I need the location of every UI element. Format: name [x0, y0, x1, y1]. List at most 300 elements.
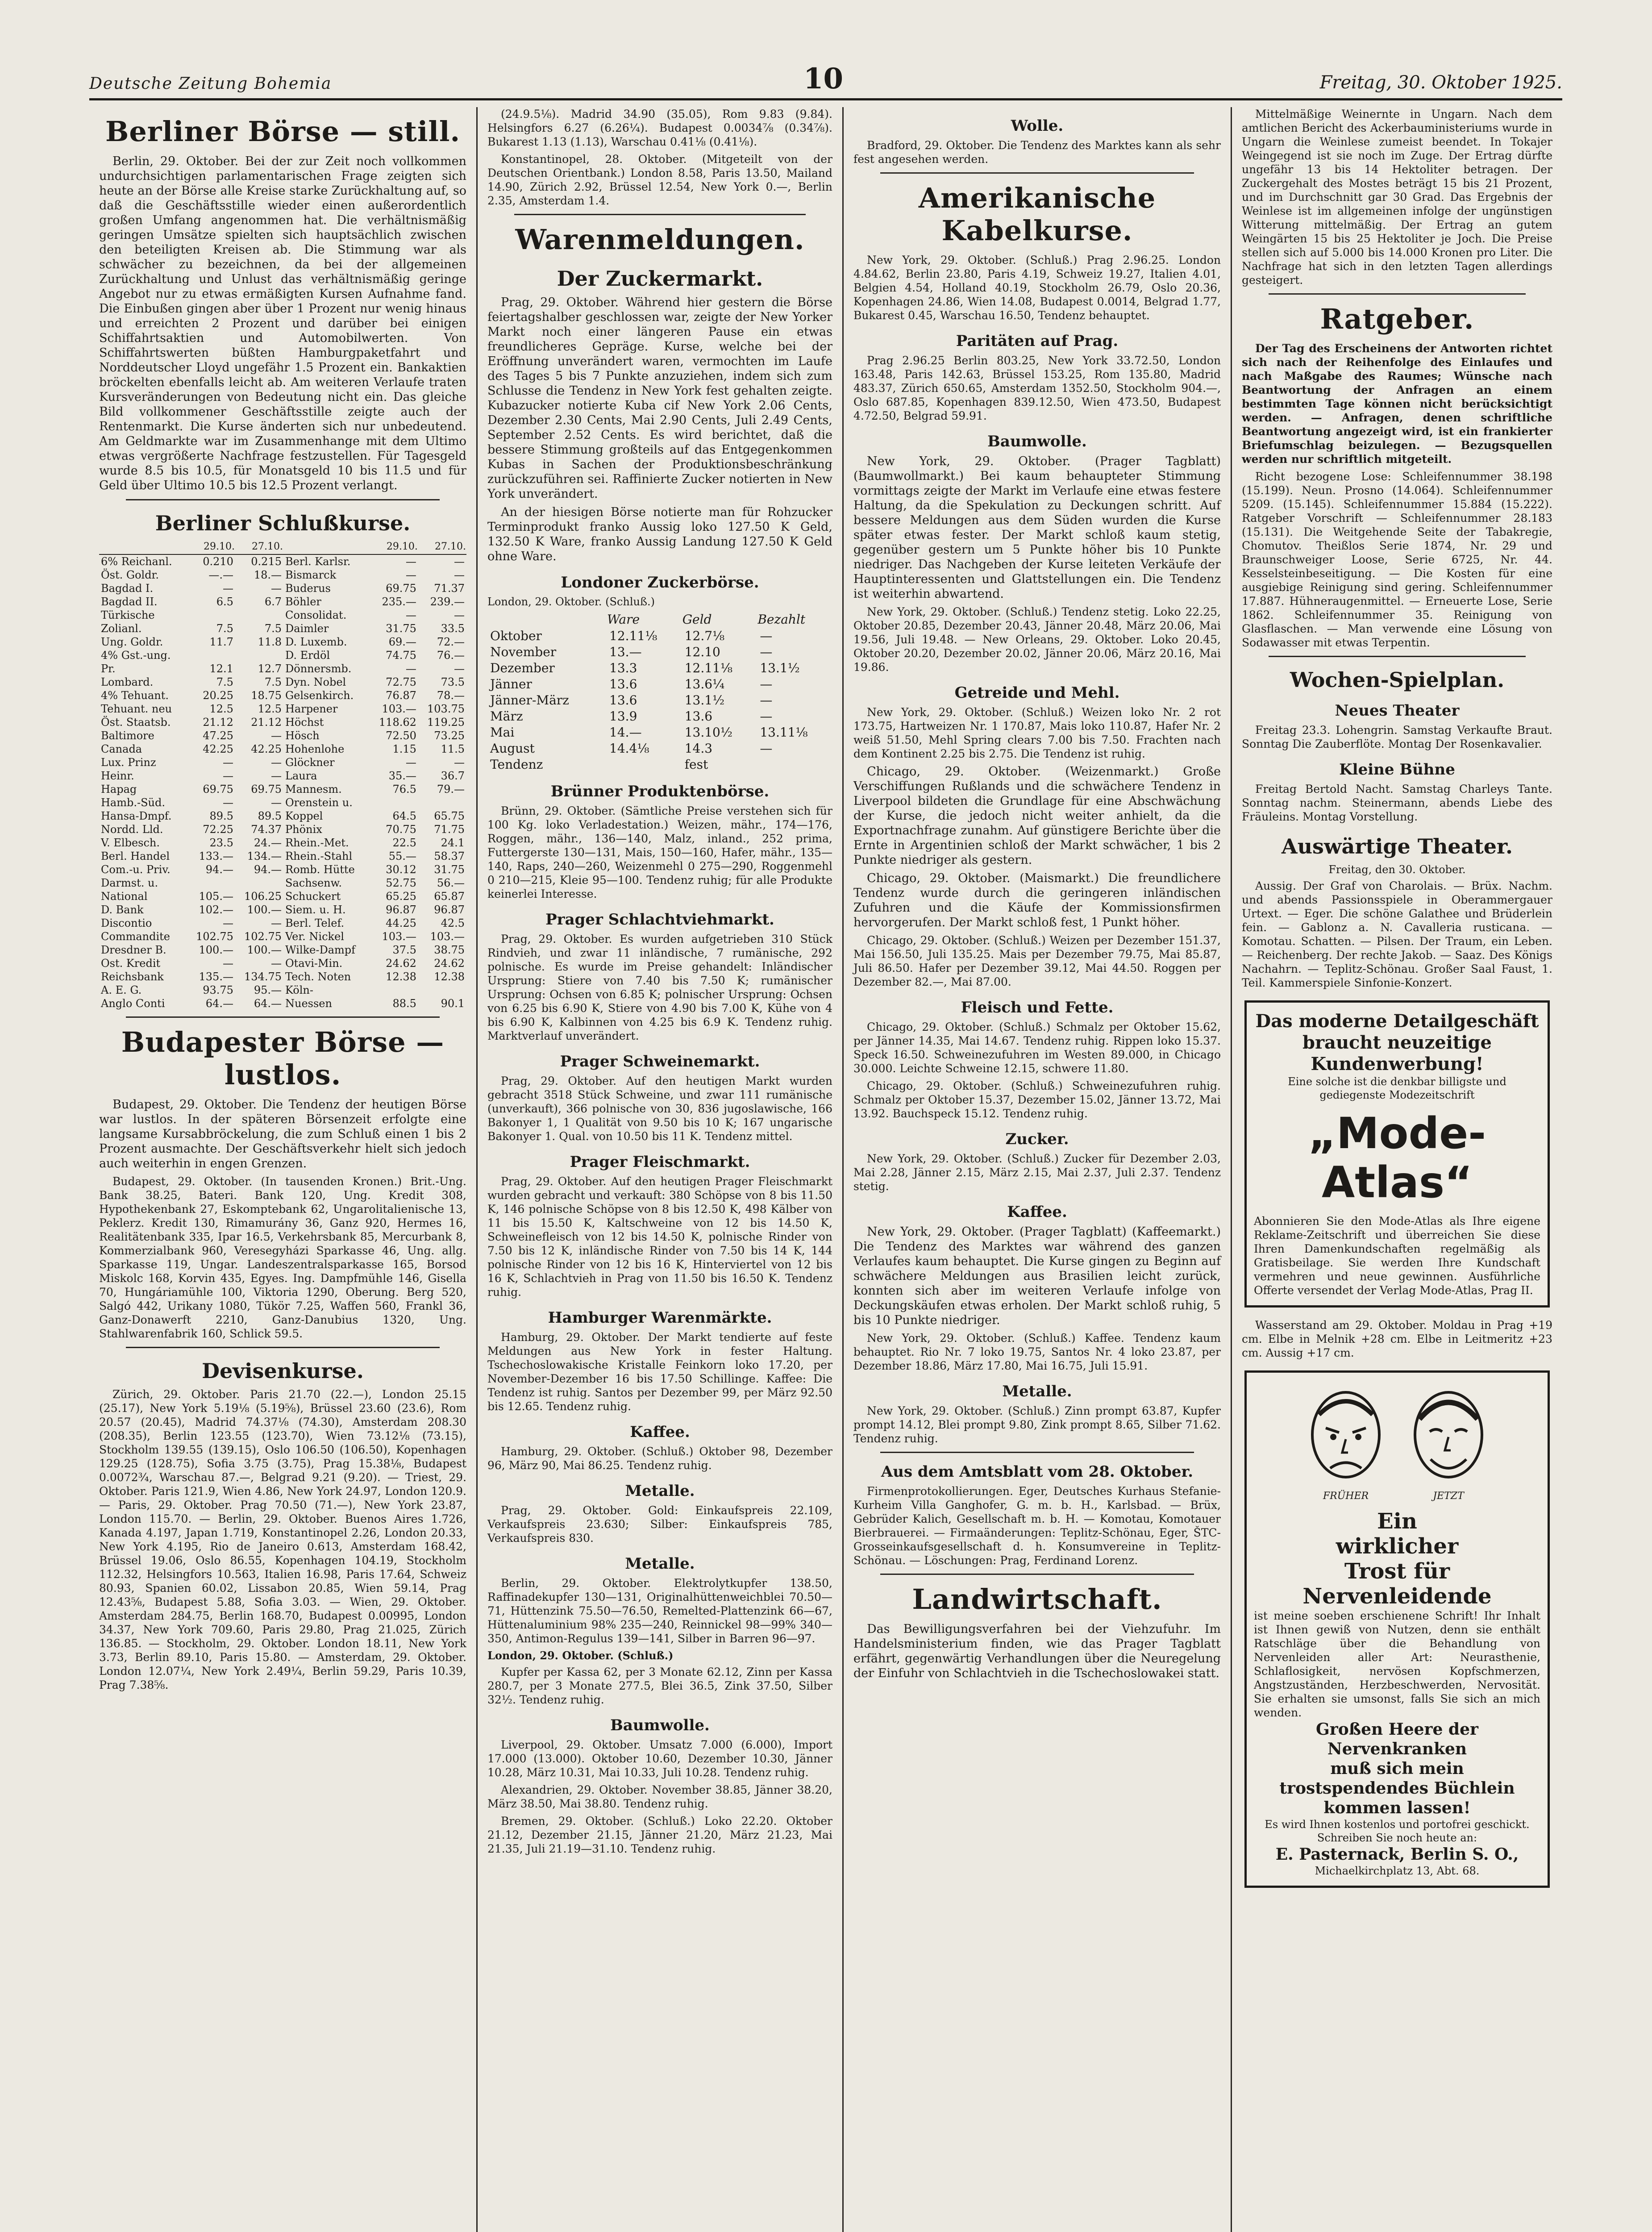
column-1 — [89, 107, 478, 2232]
zucker-ny-heading: Zucker. — [1005, 1130, 1069, 1148]
weinernte-text: Mittelmäßige Weinernte in Ungarn. Nach dem amtlichen Bericht des Ackerbauministeriums wurde in Ungarn die Weinlese zumeist beendet. In Tokajer Weingegend ist sie noch im Zuge. Der Ertrag dürfte ungefähr 13 bis 14 Hektoliter betragen. Der Zuckergehalt des Mostes beträgt 15 bis 21 Prozent, und im Durchschnitt gar 30 Grad. Das Ergebnis der Weinlese ist im allgemeinen infolge der ungünstigen Witterung mittelmäßig. Der Ertrag an gutem Weingärten 15 bis 25 Hektoliter je Joch. Die Preise stellen sich auf 5.000 bis 14.000 Kronen pro Liter. Die Nachfrage hat sich in den letzten Tagen allerdings gesteigert. — [1242, 108, 1552, 287]
table-cell: 12.5 — [258, 703, 282, 715]
table-cell: 76.87 — [386, 689, 416, 702]
table-cell: 55.— — [388, 850, 416, 862]
table-cell: 69.75 — [203, 783, 233, 795]
table-cell — [370, 983, 418, 997]
table-cell: National — [101, 890, 148, 903]
table-cell: fest — [684, 757, 708, 772]
table-cell: D. Luxemb. — [285, 636, 347, 648]
landwirtschaft-text: Das Bewilligungsverfahren bei der Viehzufuhr. Im Handelsministerium finden, wie das Prager Tagblatt erfährt, gegenwärtig Verhandlungen über die Neuregelung der Einfuhr von Schlachtvieh in die Tschechoslowakei statt. — [853, 1622, 1221, 1680]
table-cell: V. Elbesch. — [101, 837, 160, 849]
table-cell: 12.38 — [386, 970, 416, 983]
table-cell: Hamb.-Süd. — [101, 796, 165, 809]
kaffee-text: Hamburg, 29. Oktober. (Schluß.) Oktober 98, Dezember 96, März 90, Mai 86.25. Tendenz ruhig. — [487, 1445, 832, 1472]
zucker-row — [487, 644, 832, 660]
table-cell: 78.— — [437, 689, 465, 702]
quote-row — [99, 809, 466, 823]
table-cell: 90.1 — [441, 997, 465, 1010]
table-cell: Öst. Staatsb. — [101, 716, 171, 729]
table-cell: 12.7 — [258, 662, 282, 675]
table-cell: 74.75 — [386, 649, 416, 662]
table-cell: 12.11⅛ — [684, 661, 732, 675]
zuckermarkt-text: Prag, 29. Oktober. Während hier gestern die Börse feiertagshalber geschlossen war, zeigte der New Yorker Markt noch einer längeren Pause ein etwas freundlicheres Gepräge. Kurse, welche bei der Eröffnung unverändert waren, vermochten im Laufe des Tages 5 bis 7 Punkte anzuziehen, indem sich zum Schlusse die Tendenz in New York fest gehalten zeigte. Kubazucker notierte Kuba cif New York 2.06 Cents, Dezember 2.30 Cents, Mai 2.90 Cents, Juli 2.49 Cents, September 2.52 Cents. Es wird berichtet, daß die bessere Stimmung großteils auf das Entgegenkommen Kubas in Sachen der Produktionsbeschränkung zurückzuführen sei. Raffinierte Zucker notierten in New York unverändert. — [487, 296, 832, 501]
table-cell: 24.— — [254, 837, 282, 849]
table-cell: 31.75 — [434, 863, 465, 876]
quote-row — [99, 849, 466, 863]
zucker-row — [487, 725, 832, 741]
quote-row — [99, 823, 466, 836]
table-cell: 36.7 — [441, 770, 465, 782]
quote-row — [99, 689, 466, 702]
table-cell: 71.75 — [434, 823, 465, 836]
table-cell: Hösch — [285, 729, 320, 742]
table-cell: Bismarck — [285, 569, 337, 581]
table-cell: Harpener — [285, 703, 338, 715]
table-cell: Com.-u. Priv. — [101, 863, 171, 876]
mode-atlas-body: Abonnieren Sie den Mode-Atlas als Ihre eigene Reklame-Zeitschrift und überreichen Sie diese Ihren Damenkundschaften regelmäßig als Gratisbeilage. Sie werden Ihre Kundschaft vermehren und neue gewinnen. Ausführliche Offerte versendet der Verlag Mode-Atlas, Prag II. — [1254, 1215, 1540, 1297]
table-cell: 72.50 — [386, 729, 416, 742]
table-cell: 21.12 — [251, 716, 282, 729]
zucker-row — [487, 741, 832, 757]
table-cell: August — [490, 741, 535, 756]
amtsblatt-text: Firmenprotokollierungen. Eger, Deutsches Kurhaus Stefanie-Kurheim Villa Ganghofer, G. m. b. H., Karlsbad. — Brüx, Gebrüder Kalich, Gesellschaft m. b. H. — Komotau, Komotauer Bierbrauerei. — Firmaänderungen: Teplitz-Schönau, Eger, ŠTC-Grosseinkaufsgesellschaft d. h. Konsumvereine in Teplitz-Schönau. — Löschungen: Prag, Ferdinand Lorenz. — [853, 1485, 1221, 1567]
table-cell: — — [454, 662, 465, 675]
quote-row — [99, 796, 466, 809]
table-cell: Tendenz — [490, 757, 543, 772]
table-cell: Dönnersmb. — [285, 662, 352, 675]
before-face — [1301, 1388, 1390, 1502]
table-cell: Ver. Nickel — [285, 930, 344, 943]
table-cell: 21.12 — [203, 716, 233, 729]
schweinemarkt-text: Prag, 29. Oktober. Auf den heutigen Markt wurden gebracht 3518 Stück Schweine, und zwar 111 rumänische (unverkauft), 366 polnische von 30, 836 jugoslawische, 166 Bakonyer 1, 1 Qualität von 9.50 bis 10 K; 167 ungarische Bakonyer 1. Qual. von 10.50 bis 11 K. Tendenz mittel. — [487, 1074, 832, 1143]
table-cell: 56.— — [437, 877, 465, 889]
alexandrien-text: Alexandrien, 29. Oktober. November 38.85, Jänner 38.20, März 38.50, Mai 38.80. Tendenz ruhig. — [487, 1783, 832, 1810]
table-cell: Commandite — [101, 930, 170, 943]
table-cell: 94.— — [254, 863, 282, 876]
table-cell: Orenstein u. — [285, 796, 353, 809]
table-cell: 20.25 — [203, 689, 233, 702]
nervenleidende-advertisement — [1244, 1370, 1550, 1888]
table-cell: Phönix — [285, 823, 322, 836]
divider — [126, 499, 440, 500]
table-cell: — — [760, 741, 773, 756]
table-cell: 0.210 — [203, 555, 233, 568]
table-cell — [235, 876, 283, 890]
wasserstand-text: Wasserstand am 29. Oktober. Moldau in Prag +19 cm. Elbe in Melnik +28 cm. Elbe in Leitmeritz +23 cm. Aussig +17 cm. — [1242, 1319, 1552, 1359]
divider — [1269, 293, 1526, 295]
table-cell: Nordd. Lld. — [101, 823, 163, 836]
kaffee-ny-text: New York, 29. Oktober. (Prager Tagblatt) (Kaffeemarkt.) Die Tendenz des Marktes war während des ganzen Verlaufes kaum behauptet. Die Kurse gingen zu Beginn auf schwächere Meldungen aus Brasilien leicht zurück, konnten sich aber im weiteren Verlaufe infolge von Deckungskäufen etwas erholen. Der Markt schloß ruhig, 5 bis 10 Punkte niedriger. — [853, 1225, 1221, 1327]
table-cell: März — [490, 709, 523, 724]
table-cell: — — [222, 582, 233, 595]
table-cell: Romb. Hütte — [285, 863, 355, 876]
mode-atlas-brand: „Mode-Atlas“ — [1308, 1108, 1486, 1208]
table-cell: 14.— — [609, 725, 642, 740]
table-cell — [418, 983, 466, 997]
table-cell: Jänner-März — [490, 693, 569, 708]
fleisch-fette-text-2: Chicago, 29. Oktober. (Schluß.) Schweinezufuhren ruhig. Schmalz per Oktober 15.37, Dezember 15.02, Jänner 13.72, Mai 13.92. Bauchspeck 15.12. Tendenz ruhig. — [853, 1079, 1221, 1120]
ad-sender: E. Pasternack, Berlin S. O., — [1275, 1845, 1519, 1864]
quote-row — [99, 595, 466, 608]
table-cell: 64.— — [205, 997, 233, 1010]
table-cell: — — [222, 957, 233, 970]
table-cell: 13.1½ — [760, 661, 800, 675]
table-cell: 11.5 — [441, 743, 465, 755]
zucker-row — [487, 660, 832, 676]
auswaertige-theater-date: Freitag, den 30. Oktober. — [1328, 863, 1466, 876]
quote-row — [99, 756, 466, 769]
table-cell: Öst. Goldr. — [101, 569, 159, 581]
bruenner-text: Brünn, 29. Oktober. (Sämtliche Preise verstehen sich für 100 Kg. loko Verladestation.) Weizen, mähr., 174—176, Roggen, mähr., 136—140, Malz, inland., 252 prima, Futtergerste 130—131, Mais, 150—160, Hafer, mähr., 135—140, Raps, 240—260, Weizenmehl 0 275—290, Roggenmehl 0 210—215, Kleie 95—100. Tendenz ruhig; für alle Produkte keinerlei Interesse. — [487, 804, 832, 900]
budapest-boerse-heading: Budapester Börse — lustlos. — [121, 1026, 445, 1091]
london-metal-heading: London, 29. Oktober. (Schluß.) — [487, 1649, 674, 1662]
quote-row — [99, 675, 466, 689]
kabelkurse-heading: Amerikanische Kabelkurse. — [918, 182, 1156, 247]
table-cell: Consolidat. — [285, 609, 347, 621]
bremen-text: Bremen, 29. Oktober. (Schluß.) Loko 22.20. Oktober 21.12, Dezember 21.15, Jänner 21.20, März 21.23, Mai 21.35, Juli 21.19—31.10. Tendenz ruhig. — [487, 1815, 832, 1855]
table-cell: November — [490, 645, 557, 659]
column-3 — [844, 107, 1232, 2232]
quote-row — [99, 649, 466, 662]
quote-row — [99, 983, 466, 997]
table-cell: Mai — [490, 725, 515, 740]
table-cell: 30.12 — [386, 863, 416, 876]
zucker-row — [487, 676, 832, 692]
table-cell: — — [271, 796, 282, 809]
paper-name: Deutsche Zeitung Bohemia — [89, 75, 332, 93]
table-cell: 235.— — [382, 595, 416, 608]
table-cell — [187, 608, 235, 622]
column-header — [283, 540, 370, 554]
ad-headline-1: Ein — [1377, 1509, 1417, 1534]
table-cell: 52.75 — [386, 877, 416, 889]
paritaeten-heading: Paritäten auf Prag. — [956, 332, 1119, 350]
schlusskurse-table — [99, 540, 466, 1010]
table-cell: Koppel — [285, 810, 323, 822]
table-cell: 102.75 — [244, 930, 282, 943]
baumwolle-ny-text-2: New York, 29. Oktober. (Schluß.) Tendenz stetig. Loko 22.25, Oktober 20.85, Dezember 20.43, Jänner 20.48, März 20.06, Mai 19.56, Juli 19.48. — New Orleans, 29. Oktober. Loko 20.45, Oktober 20.20, Dezember 20.02, Jänner 20.06, März 20.16, Mai 19.86. — [853, 605, 1221, 674]
zucker-row — [487, 692, 832, 708]
table-cell: D. Bank — [101, 904, 144, 916]
table-cell: 94.— — [205, 863, 233, 876]
table-cell: 11.7 — [209, 636, 233, 648]
quote-row — [99, 582, 466, 595]
kabelkurse-text: New York, 29. Oktober. (Schluß.) Prag 2.96.25. London 4.84.62, Berlin 23.80, Paris 4.19, Schweiz 19.27, Italien 4.01, Belgien 4.54, Holland 40.19, Stockholm 26.79, Oslo 20.36, Kopenhagen 24.86, Wien 14.08, Budapest 0.0014, Belgrad 1.77, Bukarest 0.45, Warschau 16.50, Tendenz behauptet. — [853, 254, 1221, 322]
metalle-heading: Metalle. — [625, 1482, 695, 1500]
divider — [880, 1574, 1194, 1575]
table-cell: 58.37 — [434, 850, 465, 862]
table-cell: 64.— — [254, 997, 282, 1010]
table-cell: 4% Tehuant. — [101, 689, 169, 702]
column-4 — [1232, 107, 1562, 2232]
table-cell: Glöckner — [285, 756, 335, 769]
table-cell: Wilke-Dampf — [285, 944, 356, 956]
table-cell: 133.— — [199, 850, 233, 862]
kaffee-heading: Kaffee. — [630, 1423, 690, 1441]
column-header — [487, 611, 607, 628]
column-header: 27.10. — [235, 540, 283, 554]
quote-row — [99, 836, 466, 849]
table-cell: 96.87 — [434, 904, 465, 916]
table-cell: 134.75 — [244, 970, 282, 983]
kleine-buehne-text: Freitag Bertold Nacht. Samstag Charleys Tante. Sonntag nachm. Steinermann, abends Liebe des Fräuleins. Montag Vorstellung. — [1242, 783, 1552, 823]
chicago-weizen-text: Chicago, 29. Oktober. (Weizenmarkt.) Große Verschiffungen Rußlands und die schwächere Tendenz in Liverpool bildeten die Grundlage für eine Abschwächung der Kurse, die jedoch nicht weiter anhielt, da die Exportnachfrage zunahm. Auf günstigere Berichte über die Ernte in Argentinien schloß der Markt schwächer, 1 bis 2 Punkte niedriger als gestern. — [853, 765, 1221, 867]
quote-row — [99, 890, 466, 903]
quote-row — [99, 903, 466, 916]
table-cell: 13.9 — [609, 709, 637, 724]
table-cell: 73.25 — [434, 729, 465, 742]
table-cell: 69.75 — [251, 783, 282, 795]
table-cell: 135.— — [199, 970, 233, 983]
table-cell: — — [222, 770, 233, 782]
divider — [880, 1452, 1194, 1453]
table-cell: 106.25 — [244, 890, 282, 903]
table-cell — [235, 608, 283, 622]
table-cell: — — [271, 917, 282, 929]
table-cell: Berl. Handel — [101, 850, 170, 862]
baumwolle-ny-text: New York, 29. Oktober. (Prager Tagblatt) (Baumwollmarkt.) Bei kaum behaupteter Stimmung vormittags zeigte der Markt im Verlaufe eine etwas festere Haltung, da die Spekulation zu Deckungen schritt. Auf bessere Meldungen aus dem Süden wurden die Kurse später etwas fester. Der Markt schloß kaum stetig, gegenüber gestern um 5 Punkte höher bis 10 Punkte niedriger. Das Nachgeben der Kurse leiteten Verkäufe der Hauptinteressenten und Glattstellungen ein. Die Tendenz ist weiterhin abwartend. — [853, 454, 1221, 601]
table-cell: 14.3 — [684, 741, 713, 756]
table-cell: 7.5 — [216, 676, 233, 688]
table-cell: 103.— — [430, 930, 465, 943]
quote-row — [99, 608, 466, 622]
metalle-heading-2: Metalle. — [625, 1555, 695, 1573]
table-cell: 102.— — [199, 904, 233, 916]
neues-theater-heading: Neues Theater — [1335, 702, 1460, 720]
metalle-text-2: Berlin, 29. Oktober. Elektrolytkupfer 138.50, Raffinadekupfer 130—131, Originalhüttenweichblei 70.50—71, Hüttenzink 75.50—76.50, Remelted-Plattenzink 66—67, Hüttenaluminium 98% 235—240, Reinnickel 98—99% 340—350, Antimon-Regulus 139—141, Silber in Barren 96—97. — [487, 1577, 832, 1645]
table-cell: 65.25 — [386, 890, 416, 903]
table-cell: 89.5 — [258, 810, 282, 822]
table-cell: 12.11⅛ — [609, 629, 657, 643]
table-cell: 69.75 — [386, 582, 416, 595]
table-cell: Discontio — [101, 917, 152, 929]
zucker-ny-text: New York, 29. Oktober. (Schluß.) Zucker für Dezember 2.03, Mai 2.28, Jänner 2.15, März 2.15, Mai 2.37, Juli 2.37. Tendenz stetig. — [853, 1152, 1221, 1193]
warenmeldungen-heading: Warenmeldungen. — [515, 223, 805, 256]
table-cell: 76.— — [437, 649, 465, 662]
table-cell: Tech. Noten — [285, 970, 351, 983]
table-cell: Ung. Goldr. — [101, 636, 163, 648]
table-cell: Zolianl. — [101, 622, 142, 635]
table-cell: 35.— — [388, 770, 416, 782]
table-cell: 11.8 — [258, 636, 282, 648]
quote-row — [99, 568, 466, 582]
table-cell: Gelsenkirch. — [285, 689, 354, 702]
table-cell: 7.5 — [264, 622, 282, 635]
quote-row — [99, 957, 466, 970]
table-cell: — — [760, 693, 773, 708]
table-cell: Hohenlohe — [285, 743, 345, 755]
auswaertige-theater-text: Aussig. Der Graf von Charolais. — Brüx. Nachm. und abends Passionsspiele in Oberammergauer Urtext. — Eger. Die schöne Galathee und Brüderlein fein. — Gablonz a. N. Cavalleria rusticana. — Komotau. Schatten. — Pilsen. Der Traum, ein Leben. — Reichenberg. Der rechte Jakob. — Saaz. Des Königs Nachahrn. — Teplitz-Schönau. Großer Saal Faust, 1. Teil. Kammerspiele Sinfonie-Konzert. — [1242, 879, 1552, 989]
table-cell: 88.5 — [392, 997, 416, 1010]
schweinemarkt-heading: Prager Schweinemarkt. — [560, 1053, 760, 1070]
table-cell: 96.87 — [386, 904, 416, 916]
table-cell: 73.5 — [441, 676, 465, 688]
table-cell: — — [405, 662, 416, 675]
auswaertige-theater-heading: Auswärtige Theater. — [1281, 834, 1513, 858]
table-cell: —.— — [208, 569, 233, 581]
table-cell: Otavi-Min. — [285, 957, 343, 970]
table-cell: — — [271, 582, 282, 595]
table-cell — [418, 796, 466, 809]
ad-headline-2: wirklicher — [1336, 1534, 1459, 1559]
table-cell: 4% Gst.-ung. — [101, 649, 171, 662]
column-header: Geld — [682, 612, 712, 627]
table-cell: Böhler — [285, 595, 321, 608]
table-cell: 79.— — [437, 783, 465, 795]
sad-face-icon — [1301, 1388, 1390, 1491]
ad-headline-3: Trost für Nervenleidende — [1302, 1559, 1492, 1609]
table-cell: — — [405, 756, 416, 769]
table-cell: — — [222, 796, 233, 809]
table-cell: — — [405, 609, 416, 621]
before-after-illustration — [1254, 1388, 1540, 1502]
chicago-schluss-text: Chicago, 29. Oktober. (Schluß.) Weizen per Dezember 151.37, Mai 156.50, Juli 135.25. Mais per Dezember 79.75, Mai 85.87, Juli 86.50. Hafer per Dezember 39.12, Mai 44.50. Roggen per Dezember 82.—, Mai 87.00. — [853, 934, 1221, 988]
ratgeber-heading: Ratgeber. — [1320, 303, 1474, 335]
quote-row — [99, 729, 466, 742]
table-cell: Dezember — [490, 661, 555, 675]
table-cell: 239.— — [430, 595, 465, 608]
divider — [126, 1016, 440, 1018]
table-cell: Dyn. Nobel — [285, 676, 346, 688]
page-number: 10 — [803, 62, 844, 96]
table-cell: 100.— — [247, 904, 282, 916]
ratgeber-text: Richt bezogene Lose: Schleifennummer 38.198 (15.199). Neun. Prosno (14.064). Schleifennummer 5209. (15.145). Schleifennummer 15.884 (15.222). Ratgeber Vorschrift — Schleifennummer 28.183 (15.131). Die Weitgehende Seite der Tabakregie, Chomutov. Theißlos Serie 1874, Nr. 29 und Braunschweiger Loose, Serie 6725, Nr. 44. Kesselsteinbeseitigung. — Die Kosten für eine ausgiebige Reinigung sind gering. Schleifennummer 17.887. Hühneraugenmittel. — Erneuerte Lose, Serie 1862. Schleifennummer 35. Reinigung von Glasflaschen. — Man verwende eine Lösung von Sodawasser mit etwas Terpentin. — [1242, 470, 1552, 649]
table-cell: Pr. — [101, 662, 116, 675]
table-cell: 44.25 — [386, 917, 416, 929]
table-cell: 70.75 — [386, 823, 416, 836]
issue-date: Freitag, 30. Oktober 1925. — [1319, 72, 1562, 93]
table-cell: Höchst — [285, 716, 324, 729]
table-cell: 69.— — [388, 636, 416, 648]
table-cell — [235, 649, 283, 662]
column-header: 29.10. — [187, 540, 235, 554]
zucker-row — [487, 628, 832, 644]
table-cell: Berl. Telef. — [285, 917, 345, 929]
table-cell: 38.75 — [434, 944, 465, 956]
table-cell: — — [760, 677, 773, 691]
devisen-heading: Devisenkurse. — [202, 1359, 364, 1383]
table-cell: Rhein.-Stahl — [285, 850, 353, 862]
table-cell: — — [222, 917, 233, 929]
ad-address: Michaelkirchplatz 13, Abt. 68. — [1315, 1865, 1480, 1877]
quote-row — [99, 997, 466, 1010]
ratgeber-intro: Der Tag des Erscheinens der Antworten richtet sich nach der Reihenfolge des Einlaufes und nach Maßgabe des Raumes; Wünsche nach Beantwortung der Anfragen an einem bestimmten Tage können nicht berücksichtigt werden. — Anfragen, denen schriftliche Beantwortung angezeigt wird, ist ein frankierter Briefumschlag beizulegen. — Bezugsquellen werden nur schriftlich mitgeteilt. — [1242, 342, 1552, 466]
quote-row — [99, 662, 466, 675]
londoner-zucker-table — [487, 611, 832, 773]
table-cell: 24.1 — [441, 837, 465, 849]
table-cell: 12.38 — [434, 970, 465, 983]
table-cell: — — [271, 756, 282, 769]
after-face — [1404, 1388, 1493, 1502]
zucker-row — [487, 757, 832, 773]
table-cell: — — [760, 645, 773, 659]
table-cell — [370, 796, 418, 809]
table-cell: 12.7⅛ — [684, 629, 725, 643]
zuckermarkt-heading: Der Zuckermarkt. — [557, 267, 763, 291]
berlin-boerse-text: Berlin, 29. Oktober. Bei der zur Zeit noch vollkommen undurchsichtigen parlamentarischen Frage zeigten sich heute an der Börse alle Kreise starke Zurückhaltung auf, so daß die Geschäftsstille wieder einen außerordentlich großen Umfang angenommen hat. Die verhältnismäßig geringen Umsätze spielten sich hauptsächlich zwischen den beteiligten Kreisen ab. Die Stimmung war als schwächer zu bezeichnen, da bei der allgemeinen Zurückhaltung und Unlust das verhältnismäßig geringe Angebot nur zu etwas ermäßigten Kursen Aufnahme fand. Die Einbußen gingen aber über 1 Prozent nur wenig hinaus und erreichten 2 Prozent und darüber bei einigen Schiffahrtsaktien und Automobilwerten. Von Schiffahrtswerten büßten Hamburgpaketfahrt und Norddeutscher Lloyd ungefähr 1.5 Prozent ein. Bankaktien bröckelten ebenfalls leicht ab. Am weiteren Verlaufe traten Kursveränderungen von Bedeutung nicht ein. Das gleiche Bild vollkommener Geschäftsstille zeigte auch der Rentenmarkt. Die Kurse änderten sich nur unbedeutend. Am Geldmarkte war im Zusammenhange mit dem Ultimo etwas vergrößerte Nachfrage festzustellen. Für Tagesgeld wurde 8.5 bis 10.5, für Monatsgeld 10 bis 11.5 und für Geld über Ultimo 10.5 bis 12.5 Prozent verlangt. — [99, 154, 466, 492]
londoner-intro: London, 29. Oktober. (Schluß.) — [487, 595, 655, 608]
table-cell: 24.62 — [434, 957, 465, 970]
quote-row — [99, 783, 466, 796]
table-cell: 119.25 — [427, 716, 465, 729]
table-cell: Jänner — [490, 677, 532, 691]
table-cell: Berl. Karlsr. — [285, 555, 351, 568]
mode-atlas-intro: Eine solche ist die denkbar billigste und gediegenste Modezeitschrift — [1288, 1075, 1506, 1101]
table-cell: — — [454, 756, 465, 769]
fleischmarkt-heading: Prager Fleischmarkt. — [570, 1153, 750, 1171]
devisen-text: Zürich, 29. Oktober. Paris 21.70 (22.—), London 25.15 (25.17), New York 5.19⅛ (5.19⅝), Brüssel 23.60 (23.6), Rom 20.57 (20.45), Madrid 74.37⅛ (74.30), Amsterdam 208.30 (208.35), Berlin 123.55 (123.70), Wien 73.12⅛ (73.15), Stockholm 139.55 (139.15), Oslo 106.50 (106.50), Kopenhagen 129.25 (128.75), Sofia 3.75 (3.75), Prag 15.38⅛, Budapest 0.0072¾, Warschau 87.—, Belgrad 9.21 (9.20). — Triest, 29. Oktober. Paris 121.9, Wien 4.86, New York 24.97, London 120.9. — Paris, 29. Oktober. Prag 70.50 (71.—), New York 23.87, London 115.70. — Berlin, 29. Oktober. Buenos Aires 1.726, Kanada 4.197, Japan 1.719, Konstantinopel 2.26, London 20.33, New York 4.195, Rio de Janeiro 0.613, Amsterdam 168.42, Brüssel 19.06, Oslo 86.55, Kopenhagen 104.19, Stockholm 112.32, Helsingfors 10.563, Italien 16.98, Paris 17.64, Schweiz 80.93, Spanien 60.02, Lissabon 20.85, Wien 59.14, Prag 12.43⅝, Budapest 5.88, Sofia 3.03. — Wien, 29. Oktober. Amsterdam 284.75, Berlin 168.70, Budapest 0.00995, London 34.37, New York 709.60, Paris 29.80, Prag 21.025, Zürich 136.85. — Stockholm, 29. Oktober. London 18.11, New York 3.73, Berlin 89.10, Paris 15.80. — Amsterdam, 29. Oktober. London 12.07¼, New York 2.49¼, Berlin 59.29, Paris 10.39, Prag 7.38⅝. — [99, 1388, 466, 1691]
table-cell: 74.37 — [251, 823, 282, 836]
table-cell: Siem. u. H. — [285, 904, 346, 916]
table-cell — [757, 757, 832, 773]
table-cell: — — [454, 609, 465, 621]
quote-row — [99, 943, 466, 957]
ad-body: ist meine soeben erschienene Schrift! Ihr Inhalt ist Ihnen gewiß von Nutzen, denn sie enthält Ratschläge über die Behandlung von Nervenleiden aller Art: Neurasthenie, Schlaflosigkeit, nervösen Kopfschmerzen, Angstzuständen, Herzbeschwerden, Nervosität. Sie erhalten sie umsonst, falls Sie sich an mich wenden. — [1254, 1609, 1540, 1719]
quote-row — [99, 916, 466, 930]
table-cell: 72.25 — [203, 823, 233, 836]
table-cell: Tehuant. neu — [101, 703, 172, 715]
divider — [880, 172, 1194, 174]
table-cell: 23.5 — [209, 837, 233, 849]
table-cell: — — [271, 770, 282, 782]
baumwolle-text: Liverpool, 29. Oktober. Umsatz 7.000 (6.000), Import 17.000 (13.000). Oktober 10.60, Dezember 10.30, Jänner 10.28, März 10.31, Mai 10.33, Juli 10.28. Tendenz ruhig. — [487, 1738, 832, 1779]
quote-row — [99, 742, 466, 756]
table-cell: Daimler — [285, 622, 329, 635]
table-cell: 13.— — [609, 645, 642, 659]
table-cell: Köln- — [285, 984, 313, 996]
table-cell: 0.215 — [251, 555, 282, 568]
table-cell: 13.6 — [609, 693, 637, 708]
table-cell: 103.75 — [427, 703, 465, 715]
table-cell: Bagdad I. — [101, 582, 154, 595]
londoner-zucker-heading: Londoner Zuckerbörse. — [561, 574, 759, 591]
fleisch-fette-text: Chicago, 29. Oktober. (Schluß.) Schmalz per Oktober 15.62, per Jänner 14.35, Mai 14.67. Tendenz ruhig. Rippen loko 15.37. Speck 16.50. Schweinezufuhren im Westen 89.000, in Chicago 30.000. Leichte Schweine 12.15, schwere 11.80. — [853, 1020, 1221, 1075]
budapest-boerse-text: Budapest, 29. Oktober. Die Tendenz der heutigen Börse war lustlos. In der späteren Börsenzeit erfolgte eine langsame Kursabbröckelung, die zum Schluß einen 1 bis 2 Prozent ausmachte. Der Geschäftsverkehr hielt sich jedoch auch weiterhin in engen Grenzen. — [99, 1098, 466, 1170]
quote-row — [99, 554, 466, 568]
table-cell: Nuessen — [285, 997, 332, 1010]
divider — [126, 1347, 440, 1348]
table-cell: 89.5 — [209, 810, 233, 822]
baumwolle-heading: Baumwolle. — [610, 1716, 710, 1734]
table-cell: 64.5 — [392, 810, 416, 822]
table-cell: 24.62 — [386, 957, 416, 970]
table-cell: 6.7 — [264, 595, 282, 608]
neues-theater-text: Freitag 23.3. Lohengrin. Samstag Verkaufte Braut. Sonntag Die Zauberflöte. Montag Der Rosenkavalier. — [1242, 724, 1552, 750]
table-cell — [607, 757, 682, 773]
table-cell: 12.5 — [209, 703, 233, 715]
table-cell: 76.5 — [392, 783, 416, 795]
table-cell: 95.— — [254, 984, 282, 996]
table-cell: Bagdad II. — [101, 595, 158, 608]
table-cell: Oktober — [490, 629, 542, 643]
table-cell: — — [405, 555, 416, 568]
table-cell: 118.62 — [379, 716, 416, 729]
table-cell: Heinr. — [101, 770, 134, 782]
table-cell: — — [760, 709, 773, 724]
table-cell: 72.75 — [386, 676, 416, 688]
divider — [514, 214, 806, 215]
table-cell: 31.75 — [386, 622, 416, 635]
table-cell: Hansa-Dmpf. — [101, 810, 172, 822]
table-cell: 105.— — [199, 890, 233, 903]
table-cell: 47.25 — [203, 729, 233, 742]
amtsblatt-heading: Aus dem Amtsblatt vom 28. Oktober. — [881, 1463, 1194, 1481]
metalle-text: Prag, 29. Oktober. Gold: Einkaufspreis 22.109, Verkaufspreis 23.630; Silber: Einkaufspreis 785, Verkaufspreis 830. — [487, 1504, 832, 1545]
table-cell: 1.15 — [392, 743, 416, 755]
quote-row — [99, 702, 466, 716]
running-header — [89, 58, 1562, 100]
